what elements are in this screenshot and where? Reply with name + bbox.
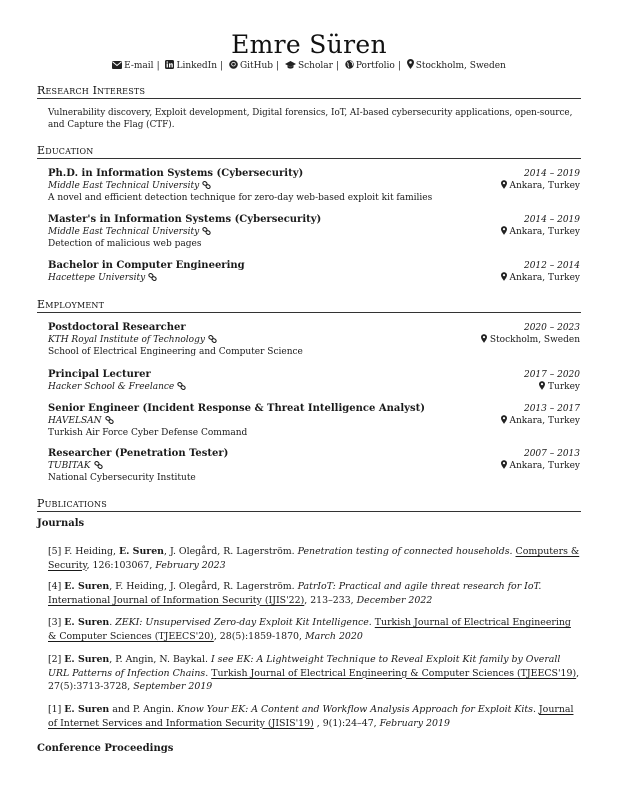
publication-title: ZEKI: Unsupervised Zero-day Exploit Kit Intelligence. xyxy=(115,617,372,628)
scholar-link[interactable]: Scholar xyxy=(285,61,333,71)
linkedin-icon xyxy=(165,60,174,69)
entry-org-link[interactable] xyxy=(48,460,103,472)
publication-item: [3] E. Suren. ZEKI: Unsupervised Zero-day Exploit Kit Intelligence. Turkish Journal of Electrical Engineering & Computer Sciences (TJEECS'20), 28(5):1859-1870, March 2020 xyxy=(48,617,571,642)
entry-title: Ph.D. in Information Systems (Cybersecurity) xyxy=(48,168,304,179)
publications-heading: Publications xyxy=(37,497,581,512)
publication-venue-link[interactable]: International Journal of Information Security (IJIS'22) xyxy=(48,594,305,606)
entry-location: Stockholm, Sweden xyxy=(481,334,580,346)
portfolio-link[interactable]: Portfolio xyxy=(345,61,395,71)
entry-title: Postdoctoral Researcher xyxy=(48,322,186,333)
github-icon xyxy=(229,60,238,69)
entry-org: Hacker School & Freelance xyxy=(48,382,175,392)
entry-org-link[interactable] xyxy=(48,226,211,238)
entry-title: Senior Engineer (Incident Response & Threat Intelligence Analyst) xyxy=(48,403,425,414)
education-heading: Education xyxy=(37,144,581,159)
map-pin-icon xyxy=(501,226,507,235)
employment-entry xyxy=(48,322,580,358)
envelope-icon xyxy=(112,61,122,69)
link-icon xyxy=(148,273,157,281)
map-pin-icon xyxy=(501,460,507,469)
graduation-cap-icon xyxy=(285,61,296,69)
email-link[interactable]: E-mail xyxy=(112,61,153,71)
publication-item: [2] E. Suren, P. Angin, N. Baykal. I see EK: A Lightweight Technique to Reveal Exploit Kit family by Overall URL Patterns of Infection Chains. Turkish Journal of Electrical Engineering & Computer Sciences (TJEECS'19), 27(5):3713-3728, September 2019 xyxy=(48,654,580,692)
publication-title: Penetration testing of connected households. xyxy=(297,546,513,557)
entry-org: Middle East Technical University xyxy=(48,181,200,191)
publication-venue-link[interactable]: Journal of Internet Services and Information Security (JISIS'19) xyxy=(48,704,574,729)
publication-item: [5] F. Heiding, E. Suren, J. Olegård, R. Lagerström. Penetration testing of connected households. Computers & Security, 126:103067, February 2023 xyxy=(48,546,580,571)
entry-org: TUBITAK xyxy=(48,461,91,471)
entry-dates: 2020 – 2023 xyxy=(523,323,580,333)
entry-note: Detection of malicious web pages xyxy=(48,239,202,249)
publication-item: [1] E. Suren and P. Angin. Know Your EK: A Content and Workflow Analysis Approach for Exploit Kits. Journal of Internet Services and Information Security (JISIS'19) , 9(1):24–47, February 2019 xyxy=(48,704,574,729)
entry-title: Researcher (Penetration Tester) xyxy=(48,448,229,459)
entry-org-link[interactable] xyxy=(48,180,211,192)
cv-name: Emre Süren xyxy=(231,30,387,59)
publication-venue-link[interactable]: Turkish Journal of Electrical Engineering & Computer Sciences (TJEECS'19) xyxy=(211,667,577,679)
publication-venue-link[interactable]: Turkish Journal of Electrical Engineering & Computer Sciences (TJEECS'20) xyxy=(48,617,571,642)
globe-icon xyxy=(345,60,354,69)
education-entry xyxy=(48,214,580,250)
entry-note: National Cybersecurity Institute xyxy=(48,473,196,483)
contact-line: E-mail | LinkedIn | GitHub | Scholar | Portfolio | Stockholm, Sweden xyxy=(0,59,618,71)
research-text: Vulnerability discovery, Exploit development, Digital forensics, IoT, AI-based cybersecurity applications, open-source, and Capture the Flag (CTF). xyxy=(48,108,573,130)
entry-location: Ankara, Turkey xyxy=(501,460,580,472)
github-link[interactable]: GitHub xyxy=(229,61,273,71)
employment-entry xyxy=(48,369,580,393)
map-pin-icon xyxy=(501,272,507,281)
entry-org-link[interactable] xyxy=(48,415,114,427)
entry-note: Turkish Air Force Cyber Defense Command xyxy=(48,428,248,438)
map-pin-icon xyxy=(501,415,507,424)
entry-note: School of Electrical Engineering and Computer Science xyxy=(48,347,303,357)
entry-note: A novel and efficient detection technique for zero-day web-based exploit kit families xyxy=(48,193,433,203)
entry-title: Bachelor in Computer Engineering xyxy=(48,260,245,271)
entry-location: Ankara, Turkey xyxy=(501,415,580,427)
entry-org: HAVELSAN xyxy=(48,416,102,426)
employment-entry xyxy=(48,403,580,439)
entry-title: Principal Lecturer xyxy=(48,369,151,380)
entry-location: Ankara, Turkey xyxy=(501,180,580,192)
link-icon xyxy=(202,227,211,235)
entry-title: Master's in Information Systems (Cybersecurity) xyxy=(48,214,322,225)
entry-org-link[interactable] xyxy=(48,381,186,393)
entry-location: Ankara, Turkey xyxy=(501,226,580,238)
map-pin-icon xyxy=(407,59,414,69)
entry-dates: 2014 – 2019 xyxy=(523,215,580,225)
link-icon xyxy=(94,461,103,469)
entry-location: Ankara, Turkey xyxy=(501,272,580,284)
entry-dates: 2012 – 2014 xyxy=(523,261,580,271)
publication-item: [4] E. Suren, F. Heiding, J. Olegård, R. Lagerström. PatrIoT: Practical and agile threat research for IoT. International Journal of Information Security (IJIS'22), 213–233, December 2022 xyxy=(48,581,542,606)
entry-location: Turkey xyxy=(539,381,580,393)
link-icon xyxy=(105,416,114,424)
linkedin-link[interactable]: LinkedIn xyxy=(165,61,217,71)
map-pin-icon xyxy=(539,381,545,390)
publication-title: I see EK: A Lightweight Technique to Reveal Exploit Kit family by Overall URL Patterns of Infection Chains. xyxy=(48,654,561,679)
link-icon xyxy=(177,382,186,390)
entry-org: Hacettepe University xyxy=(48,273,146,283)
education-entry xyxy=(48,168,580,204)
entry-dates: 2014 – 2019 xyxy=(523,169,580,179)
research-heading: Research Interests xyxy=(37,84,581,99)
map-pin-icon xyxy=(481,334,487,343)
employment-entry xyxy=(48,448,580,484)
publication-title: Know Your EK: A Content and Workflow Analysis Approach for Exploit Kits. xyxy=(177,704,536,715)
entry-org: KTH Royal Institute of Technology xyxy=(48,335,205,345)
link-icon xyxy=(208,335,217,343)
employment-heading: Employment xyxy=(37,298,581,313)
entry-org-link[interactable] xyxy=(48,334,217,346)
map-pin-icon xyxy=(501,180,507,189)
conference-subheading: Conference Proceedings xyxy=(37,743,174,754)
entry-dates: 2013 – 2017 xyxy=(523,404,580,414)
publication-venue-link[interactable]: Computers & Security xyxy=(48,546,580,571)
journals-subheading: Journals xyxy=(37,518,85,529)
entry-dates: 2017 – 2020 xyxy=(523,370,580,380)
publication-title: PatrIoT: Practical and agile threat research for IoT. xyxy=(297,581,542,592)
education-entry xyxy=(48,260,580,284)
entry-org: Middle East Technical University xyxy=(48,227,200,237)
location: Stockholm, Sweden xyxy=(407,61,506,71)
link-icon xyxy=(202,181,211,189)
entry-dates: 2007 – 2013 xyxy=(523,449,580,459)
entry-org-link[interactable] xyxy=(48,272,157,284)
